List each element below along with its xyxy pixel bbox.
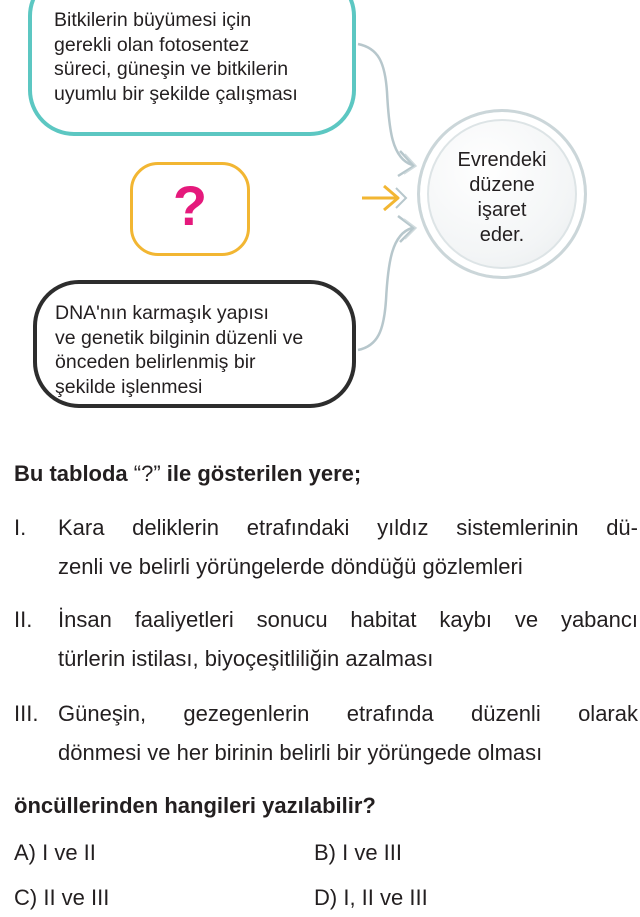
dna-text: DNA'nın karmaşık yapısı ve genetik bilginin düzenli ve önceden belirlenmiş bir şekilde işlenmesi — [55, 302, 304, 398]
question-stem: Bu tabloda “?” ile gösterilen yere; — [14, 461, 362, 486]
premise-number: II. — [14, 607, 33, 632]
option-c[interactable]: C) II ve III — [14, 885, 110, 910]
option-d[interactable]: D) I, II ve III — [314, 885, 428, 910]
option-a[interactable]: A) I ve II — [14, 840, 96, 865]
dna-box — [33, 280, 356, 408]
photosynthesis-box — [28, 0, 356, 136]
circle-text: Evrendeki düzene işaret eder. — [457, 149, 547, 246]
premise-number: III. — [14, 701, 39, 726]
bottom-connector-line — [358, 228, 412, 350]
question-mark: ? — [172, 174, 208, 237]
option-b[interactable]: B) I ve III — [314, 840, 403, 865]
universe-order-circle — [417, 109, 587, 279]
unknown-box — [130, 162, 250, 256]
top-connector-line — [358, 44, 412, 165]
question-closing: öncüllerinden hangileri yazılabilir? — [14, 793, 376, 818]
premise-number: I. — [14, 515, 27, 540]
photosynthesis-text: Bitkilerin büyümesi için gerekli olan fotosentez süreci, güneşin ve bitkilerin uyumlu bir şekilde çalışması — [54, 9, 298, 105]
